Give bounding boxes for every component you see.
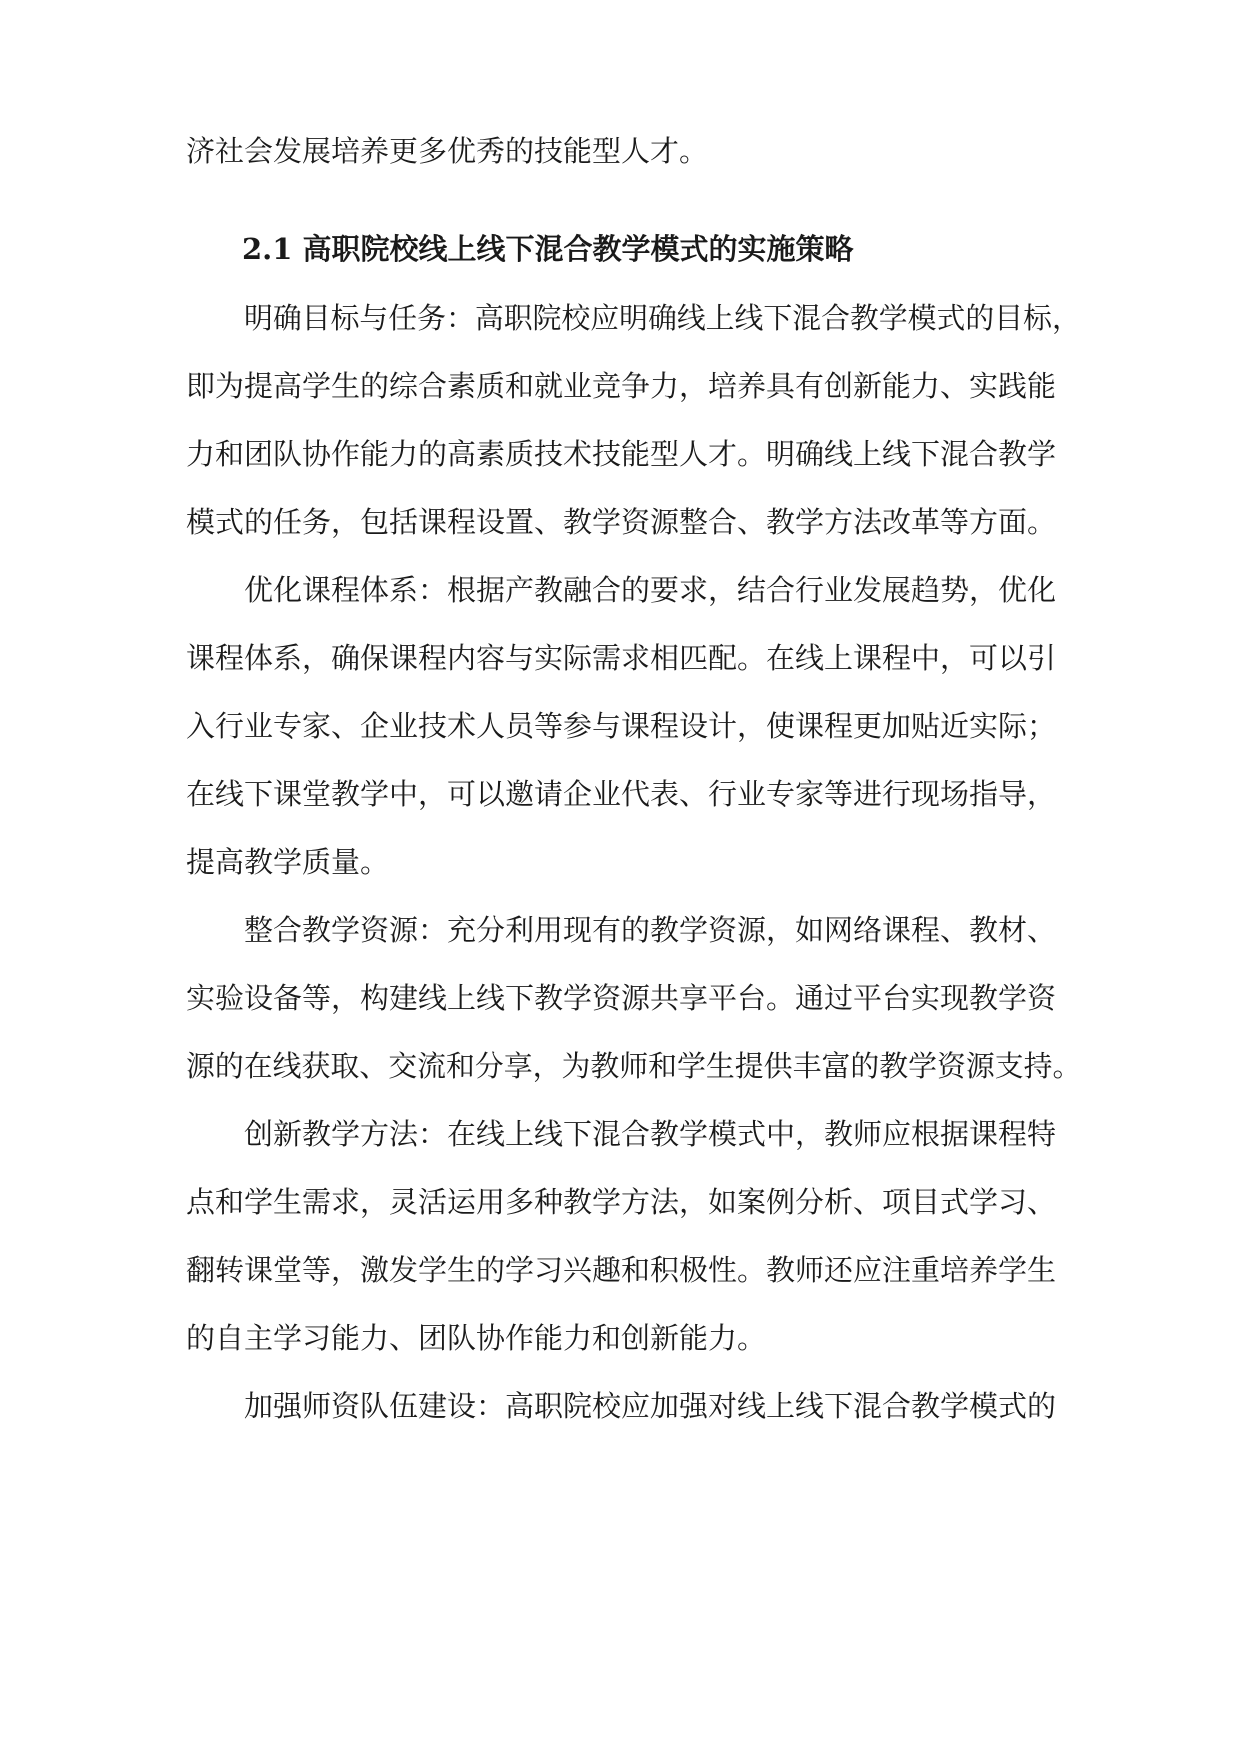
paragraph-line: 的自主学习能力、团队协作能力和创新能力。: [186, 1321, 767, 1355]
paragraph-line: 优化课程体系：根据产教融合的要求，结合行业发展趋势，优化: [244, 573, 1057, 607]
paragraph-line: 即为提高学生的综合素质和就业竞争力，培养具有创新能力、实践能: [186, 369, 1057, 403]
paragraph-line: 创新教学方法：在线上线下混合教学模式中，教师应根据课程特: [244, 1117, 1057, 1151]
paragraph-line: 整合教学资源：充分利用现有的教学资源，如网络课程、教材、: [244, 913, 1057, 947]
paragraph-line: 力和团队协作能力的高素质技术技能型人才。明确线上线下混合教学: [186, 437, 1057, 471]
paragraph-line: 明确目标与任务：高职院校应明确线上线下混合教学模式的目标，: [244, 301, 1081, 335]
paragraph-line: 提高教学质量。: [186, 845, 390, 879]
paragraph-line: 入行业专家、企业技术人员等参与课程设计，使课程更加贴近实际；: [186, 709, 1057, 743]
continuation-line: 济社会发展培养更多优秀的技能型人才。: [186, 134, 709, 168]
paragraph-line: 实验设备等，构建线上线下教学资源共享平台。通过平台实现教学资: [186, 981, 1057, 1015]
section-heading: 2.1 高职院校线上线下混合教学模式的实施策略: [242, 232, 854, 266]
paragraph-line: 加强师资队伍建设：高职院校应加强对线上线下混合教学模式的: [244, 1389, 1057, 1423]
paragraph-line: 在线下课堂教学中，可以邀请企业代表、行业专家等进行现场指导，: [186, 777, 1057, 811]
paragraph-line: 点和学生需求，灵活运用多种教学方法，如案例分析、项目式学习、: [186, 1185, 1057, 1219]
paragraph-line: 翻转课堂等，激发学生的学习兴趣和积极性。教师还应注重培养学生: [186, 1253, 1057, 1287]
paragraph-line: 课程体系，确保课程内容与实际需求相匹配。在线上课程中，可以引: [186, 641, 1057, 675]
paragraph-line: 源的在线获取、交流和分享，为教师和学生提供丰富的教学资源支持。: [186, 1049, 1082, 1083]
paragraph-line: 模式的任务，包括课程设置、教学资源整合、教学方法改革等方面。: [186, 505, 1057, 539]
